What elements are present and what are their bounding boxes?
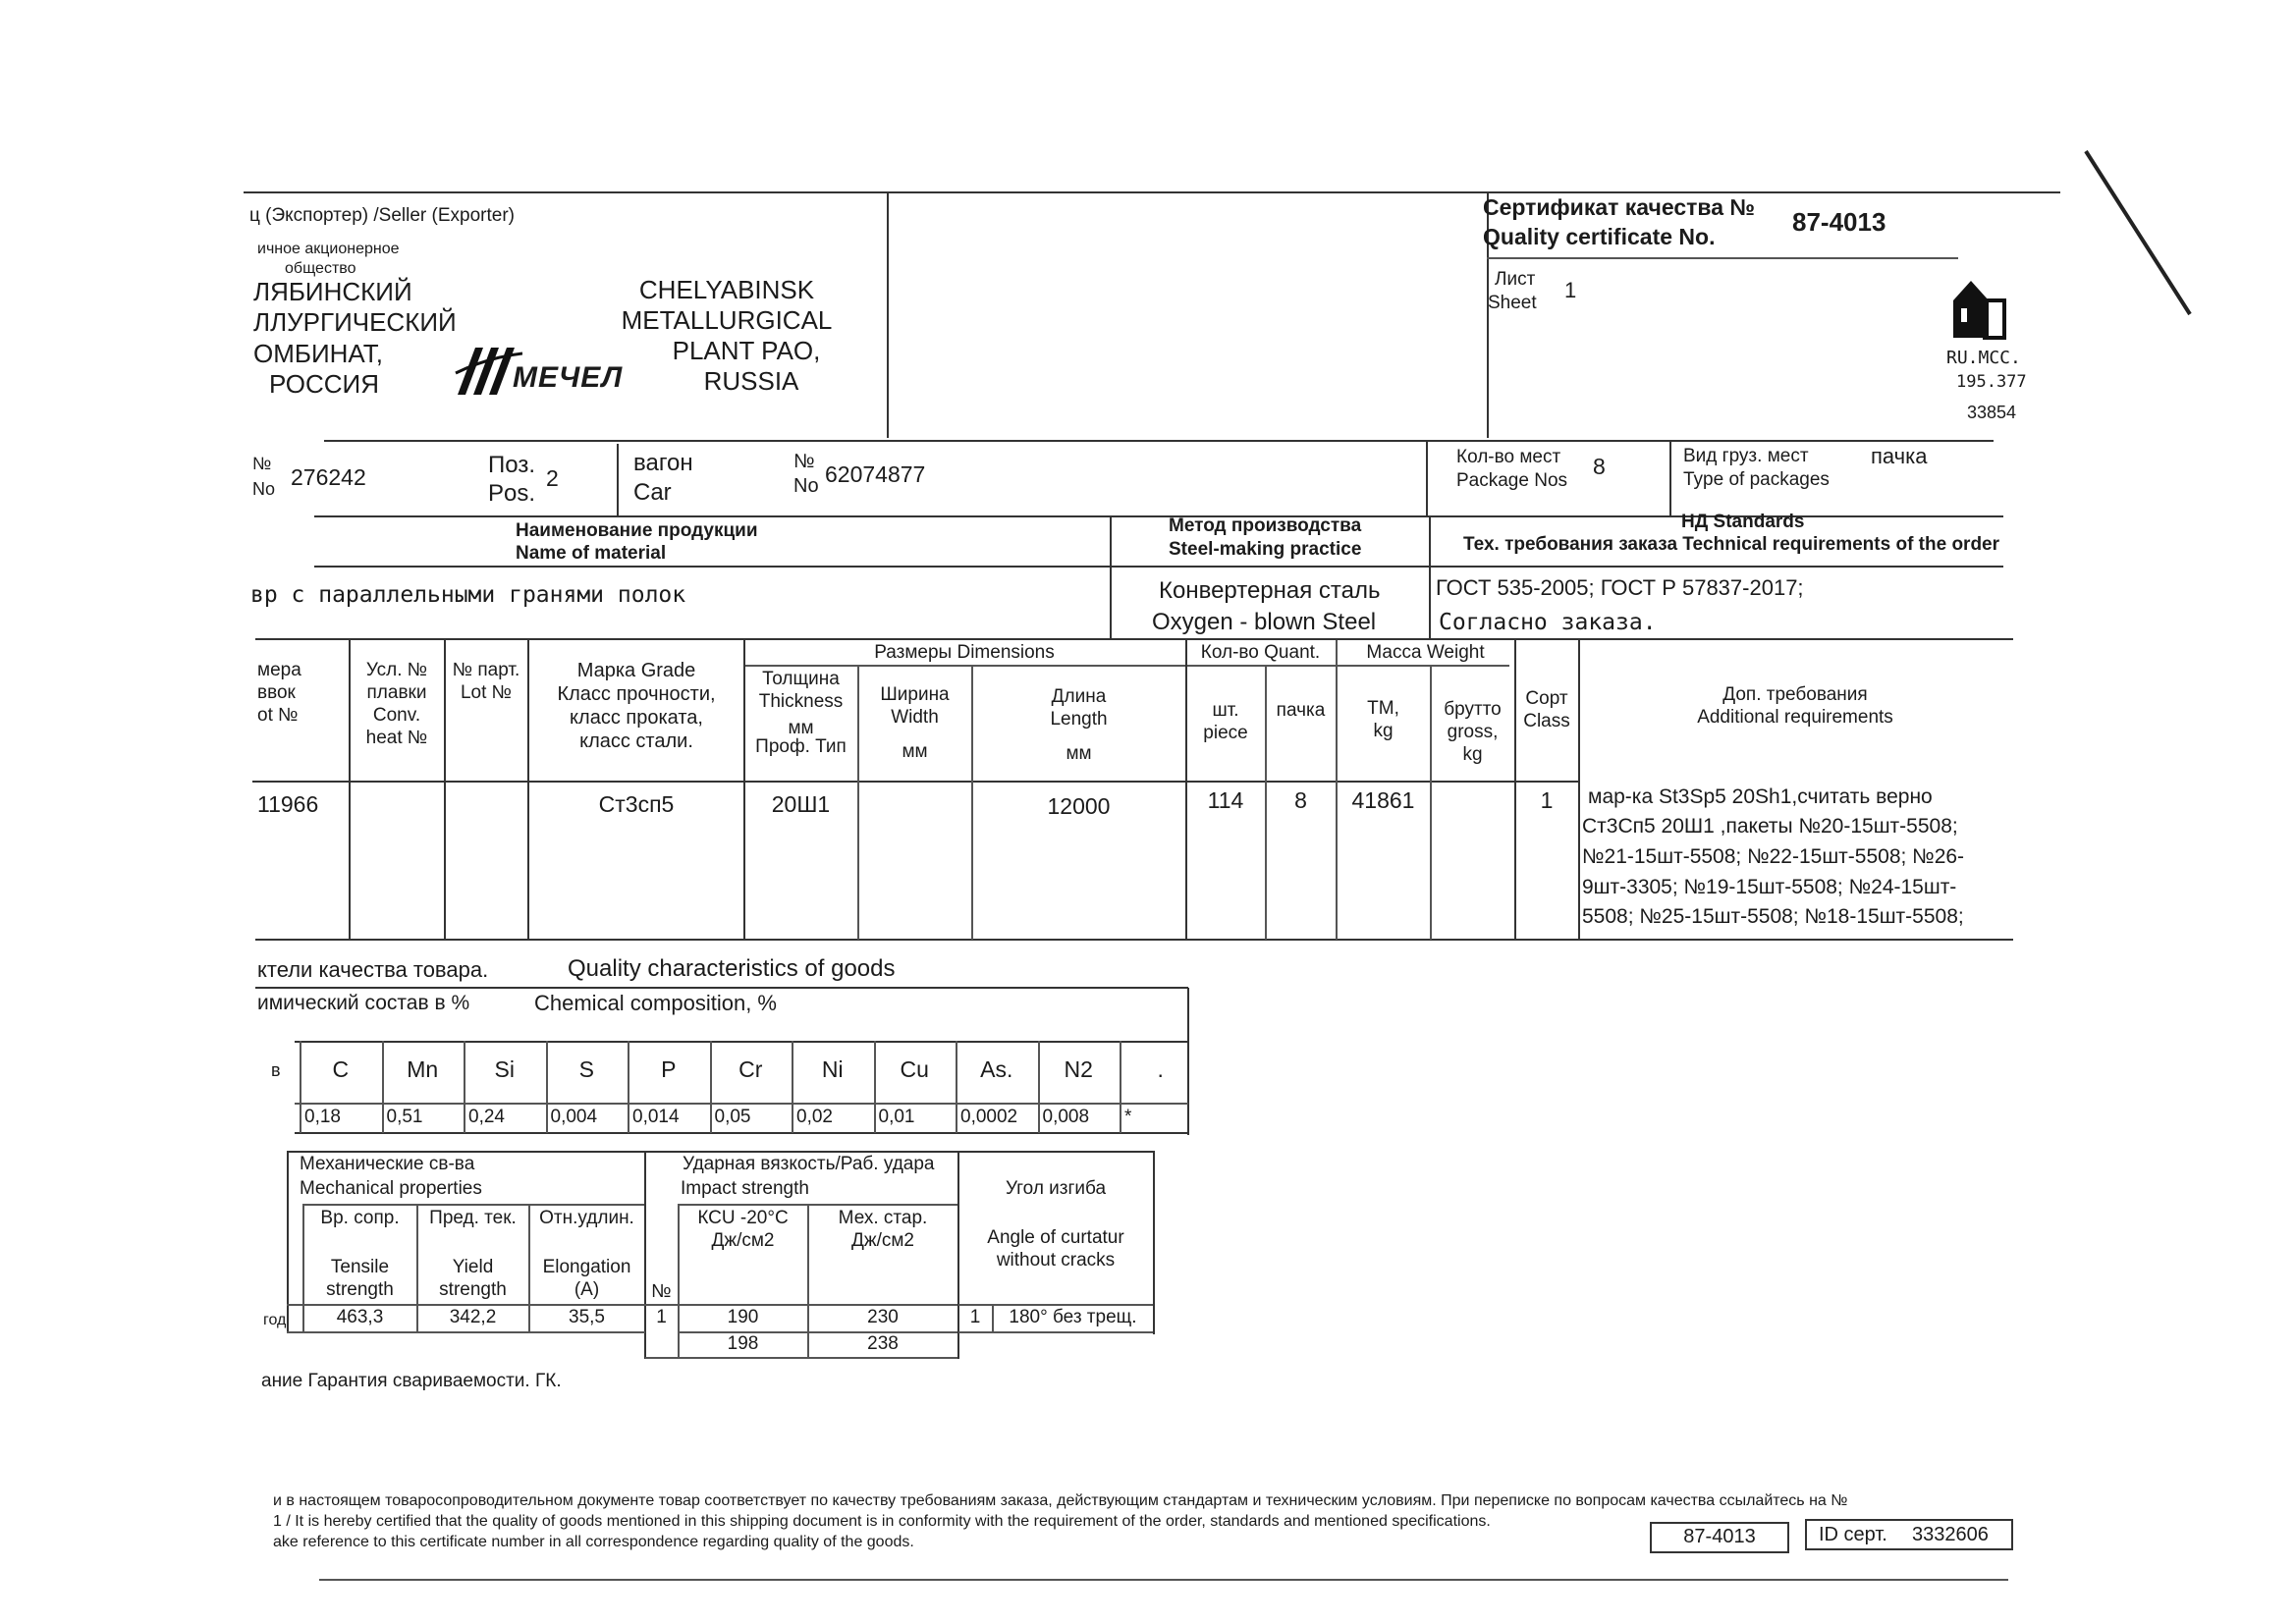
chem-col-line [874,1041,876,1133]
chem-element: As. [980,1056,1013,1082]
hdr-grade-1: Марка Grade [576,660,696,681]
footer-line-2: 1 / It is hereby certified that the quality of goods mentioned in this shipping document is in conformity with the requirement of the order, standards and mentioned specifications. [273,1513,1491,1530]
bend-no: 1 [969,1307,981,1327]
pos-value: 2 [546,465,559,491]
yield-ru: Пред. тек. [429,1208,517,1228]
pos-label-ru: Поз. [488,452,535,478]
chem-value: * [1124,1107,1132,1127]
chem-element: S [578,1056,594,1082]
chem-value: 0,014 [632,1107,680,1127]
mech-top-line [287,1151,1153,1153]
row-grade: Ст3сп5 [598,791,675,817]
hdr-length-1: Длина [1051,686,1107,707]
chem-col-line [464,1041,465,1133]
hdr-grade-2: Класс прочности, [557,683,716,705]
chem-col-line [628,1041,629,1133]
chem-top-line [255,987,1188,989]
hdr-width-3: мм [902,741,928,762]
impact-sub-line [678,1204,957,1206]
mech-row-label: год [263,1312,287,1328]
yield-en-2: strength [439,1279,507,1300]
row-sort: 1 [1540,787,1554,813]
seller-ru-name-5: ОМБИНАТ, [253,339,383,368]
packages-label-ru: Кол-во мест [1456,447,1561,467]
chem-title-en: Chemical composition, % [534,991,777,1015]
seller-ru-name-1: ичное акционерное [257,241,400,257]
method-label-en: Steel-making practice [1169,539,1362,560]
seller-en-name-4: RUSSIA [703,366,799,396]
chem-col-line [546,1041,548,1133]
hdr-heat-3: Conv. [372,705,421,726]
chem-element: Mn [407,1056,439,1082]
sheet-number: 1 [1564,278,1577,302]
kcu-label-1: КСU -20°С [697,1208,789,1228]
row-piece: 114 [1207,787,1244,813]
chem-element: P [661,1056,677,1082]
tensile-ru: Вр. сопр. [320,1208,400,1228]
bend-title-en-1: Angle of curtatur [987,1227,1124,1248]
certificate-number: 87-4013 [1792,207,1886,237]
quality-title-en: Quality characteristics of goods [568,955,896,982]
row-length: 12000 [1047,793,1111,819]
mechel-logo [454,344,640,399]
seller-ru-name-4: ЛЛУРГИЧЕСКИЙ [253,307,457,337]
kcu-label-2: Дж/см2 [711,1230,775,1251]
seller-ru-name-2: общество [285,260,356,277]
chem-elements-top [295,1041,1188,1043]
chem-elements-mid [295,1103,1188,1105]
seller-ru-name-6: РОССИЯ [269,369,380,399]
standards-value: ГОСТ 535-2005; ГОСТ Р 57837-2017; [1436,575,1804,600]
mechel-logo-text: МЕЧЕЛ [513,361,624,394]
row-additional-2: Ст3Сп5 20Ш1 ,пакеты №20-15шт-5508; [1582,815,1958,838]
row-tm: 41861 [1351,787,1415,813]
elongation-en-1: Elongation [542,1257,631,1277]
shipment-no-label-en: No [252,479,276,499]
chem-col-line [956,1041,957,1133]
certificate-label-ru: Сертификат качества № [1483,194,1756,220]
material-mid-line [314,566,2003,568]
standards-label-1: НД Standards [1681,512,1805,532]
hdr-grade-4: класс стали. [579,730,693,752]
items-header-bottom [252,781,1578,783]
shipment-no: 276242 [291,464,366,490]
row-additional-1: мар-ка St3Sp5 20Sh1,считать верно [1588,785,1933,808]
impact-title-ru: Ударная вязкость/Раб. удара [683,1154,935,1174]
mech-age-label-1: Мех. стар. [838,1208,928,1228]
mech-age-value-2: 238 [867,1333,899,1354]
chem-element: Cr [738,1056,763,1082]
chem-value: 0,01 [878,1107,915,1127]
chem-value: 0,008 [1042,1107,1090,1127]
shipment-divider-3 [1669,442,1671,516]
seller-ru-name-3: ЛЯБИНСКИЙ [253,277,412,306]
stamp-line-3: 33854 [1967,403,2017,422]
hdr-additional-2: Additional requirements [1697,707,1893,728]
row-additional-4: 9шт-3305; №19-15шт-5508; №24-15шт- [1582,876,1957,898]
shipment-top-line [324,440,1994,442]
car-label-ru: вагон [633,450,693,476]
hdr-thickness-3: мм [788,718,814,738]
standards-label-2: Тех. требования заказа Technical requirements of the order [1463,534,2000,555]
hdr-width-1: Ширина [880,684,950,705]
package-type-label-en: Type of packages [1683,469,1830,490]
mech-title-en: Mechanical properties [300,1178,482,1199]
hdr-additional-1: Доп. требования [1722,684,1868,705]
package-type-label-ru: Вид груз. мест [1683,446,1809,466]
method-ru: Конвертерная сталь [1159,577,1381,604]
chem-col-line [710,1041,712,1133]
chem-element: Ni [821,1056,844,1082]
footer-cert-number: 87-4013 [1683,1526,1756,1547]
chem-title-ru: имический состав в % [257,992,470,1014]
hdr-tm-1: ТМ, [1367,698,1399,719]
chem-element: C [332,1056,350,1082]
mech-sub-line [302,1204,644,1206]
method-en: Oxygen - blown Steel [1152,609,1377,635]
tensile-en-1: Tensile [330,1257,390,1277]
hdr-tm-2: kg [1373,721,1394,741]
hdr-weight: Масса Weight [1366,642,1485,663]
row-additional-5: 5508; №25-15шт-5508; №18-15шт-5508; [1582,905,1964,928]
impact-values-bottom [645,1357,957,1359]
hdr-gross-3: kg [1462,744,1483,765]
footer-line-1: и в настоящем товаросопроводительном документе товар соответствует по качеству требованиям заказа, действующим стандартам и техническим условиям. При переписке по вопросам качества ссылайтесь на № [273,1492,1848,1509]
hdr-lot-3: ot № [257,705,299,726]
bend-value: 180° без трещ. [1009,1307,1137,1327]
chem-value: 0,51 [386,1107,423,1127]
hdr-quant: Кол-во Quant. [1200,642,1321,663]
row-pack: 8 [1294,787,1307,813]
row-type: 20Ш1 [771,791,831,817]
car-no-label-ru: № [793,451,815,472]
packages-label-en: Package Nos [1456,470,1568,491]
footer-id-label: ID серт. [1819,1524,1887,1545]
hdr-gross-2: gross, [1447,722,1499,742]
hdr-width-2: Width [891,707,939,728]
mech-age-value-1: 230 [867,1307,899,1327]
car-label-en: Car [633,479,672,506]
chem-row-label: в [271,1060,281,1080]
hdr-piece-2: piece [1203,723,1248,743]
material-name: вр с параллельными гранями полок [250,582,686,608]
hdr-pack: пачка [1276,700,1326,721]
chem-element: N2 [1064,1056,1093,1082]
yield-en-1: Yield [452,1257,494,1277]
impact-no-label: № [651,1281,672,1302]
chem-value: 0,02 [796,1107,833,1127]
bend-right-line [1153,1151,1155,1334]
hdr-thickness-2: Thickness [758,691,844,712]
kcu-value-2: 198 [727,1333,759,1354]
chem-col-line [1038,1041,1040,1133]
hdr-lot-1: мера [257,660,301,680]
items-bottom-line [255,939,2013,941]
header-divider-1 [887,192,889,438]
row-additional-3: №21-15шт-5508; №22-15шт-5508; №26- [1582,845,1965,868]
hdr-gross-1: брутто [1444,699,1502,720]
shipment-no-label-ru: № [252,454,272,473]
scan-edge-mark [2082,147,2200,324]
hdr-heat-2: плавки [366,682,427,703]
standards-note: Согласно заказа. [1439,610,1657,635]
footer-id-box [1805,1519,2013,1550]
seller-en-name-3: PLANT PAO, [672,336,821,365]
tensile-en-2: strength [326,1279,394,1300]
footer-bottom-line [319,1579,2008,1581]
elongation-en-2: (A) [574,1279,600,1300]
quality-title-ru: ктели качества товара. [257,957,489,982]
seller-en-name-1: CHELYABINSK [638,275,815,304]
dims-line [743,665,1185,667]
bend-title-en-2: without cracks [996,1250,1116,1271]
mech-values-top [287,1304,645,1306]
bend-values-top [958,1304,1153,1306]
chem-value: 0,24 [468,1107,505,1127]
chem-element: . [1157,1056,1164,1082]
package-type-value: пачка [1871,444,1928,468]
certificate-label-en: Quality certificate No. [1483,224,1716,249]
footer-cert-box [1650,1522,1789,1553]
elongation-value: 35,5 [569,1307,605,1327]
row-lot: 11966 [257,791,319,817]
sheet-label-en: Sheet [1488,293,1537,313]
certification-mark-icon [1949,273,2008,342]
material-name-label-ru: Наименование продукции [516,520,758,541]
hdr-part-2: Lot № [460,682,513,703]
footer-id-value: 3332606 [1912,1524,1989,1545]
hdr-heat-4: heat № [365,728,428,748]
hdr-part-1: № парт. [452,660,520,680]
packages-value: 8 [1593,454,1606,479]
material-name-label-en: Name of material [516,543,667,564]
bend-values-bottom [958,1331,1153,1333]
impact-no: 1 [656,1307,667,1327]
chem-col-line [382,1041,384,1133]
seller-header: ц (Экспортер) /Seller (Exporter) [249,205,515,226]
sheet-line [1487,257,1958,259]
seller-en-name-2: METALLURGICAL [621,305,833,335]
chem-value: 0,18 [304,1107,341,1127]
shipment-divider-1 [617,444,619,516]
chem-col-line [300,1041,301,1133]
material-divider-1 [1110,515,1112,638]
chem-elements-bottom [295,1132,1188,1134]
shipment-divider-2 [1426,442,1428,516]
car-no: 62074877 [825,461,926,487]
hdr-length-3: мм [1066,743,1092,764]
hdr-sort-1: Сорт [1525,688,1568,709]
chem-value: 0,004 [550,1107,598,1127]
sheet-label-ru: Лист [1495,269,1536,290]
bend-title-ru: Угол изгиба [1005,1178,1107,1199]
mech-title-ru: Механические св-ва [300,1154,475,1174]
stamp-line-1: RU.MCC. [1946,348,2021,368]
hdr-heat-1: Усл. № [365,660,428,680]
stamp-line-2: 195.377 [1956,372,2027,392]
hdr-thickness-1: Толщина [762,669,840,689]
elongation-ru: Отн.удлин. [539,1208,634,1228]
car-no-label-en: No [793,475,819,497]
hdr-grade-3: класс проката, [570,707,703,729]
chem-element: Si [494,1056,515,1082]
mech-age-label-2: Дж/см2 [851,1230,914,1251]
hdr-piece-1: шт. [1212,700,1239,721]
chem-col-line [1120,1041,1121,1133]
mech-values-bottom [287,1331,645,1333]
chem-value: 0,05 [714,1107,751,1127]
quant-line [1185,665,1509,667]
chem-element: Cu [900,1056,929,1082]
note: ание Гарантия свариваемости. ГК. [261,1371,562,1391]
hdr-sort-2: Class [1523,711,1570,731]
method-label-ru: Метод производства [1169,515,1362,536]
material-divider-2 [1429,515,1431,638]
hdr-dims: Размеры Dimensions [874,642,1055,663]
yield-value: 342,2 [449,1307,497,1327]
footer-line-3: ake reference to this certificate number in all correspondence regarding quality of the goods. [273,1534,914,1550]
impact-values-top [645,1304,957,1306]
impact-title-en: Impact strength [681,1178,809,1199]
pos-label-en: Pos. [488,480,536,507]
items-top-line [255,638,2013,640]
chem-col-line [792,1041,793,1133]
header-top-line [244,191,2060,193]
hdr-length-2: Length [1050,709,1108,730]
kcu-value-1: 190 [727,1307,759,1327]
hdr-thickness-4: Проф. Тип [755,736,847,757]
hdr-lot-2: ввок [257,682,296,703]
chem-value: 0,0002 [960,1107,1018,1127]
tensile-value: 463,3 [336,1307,384,1327]
